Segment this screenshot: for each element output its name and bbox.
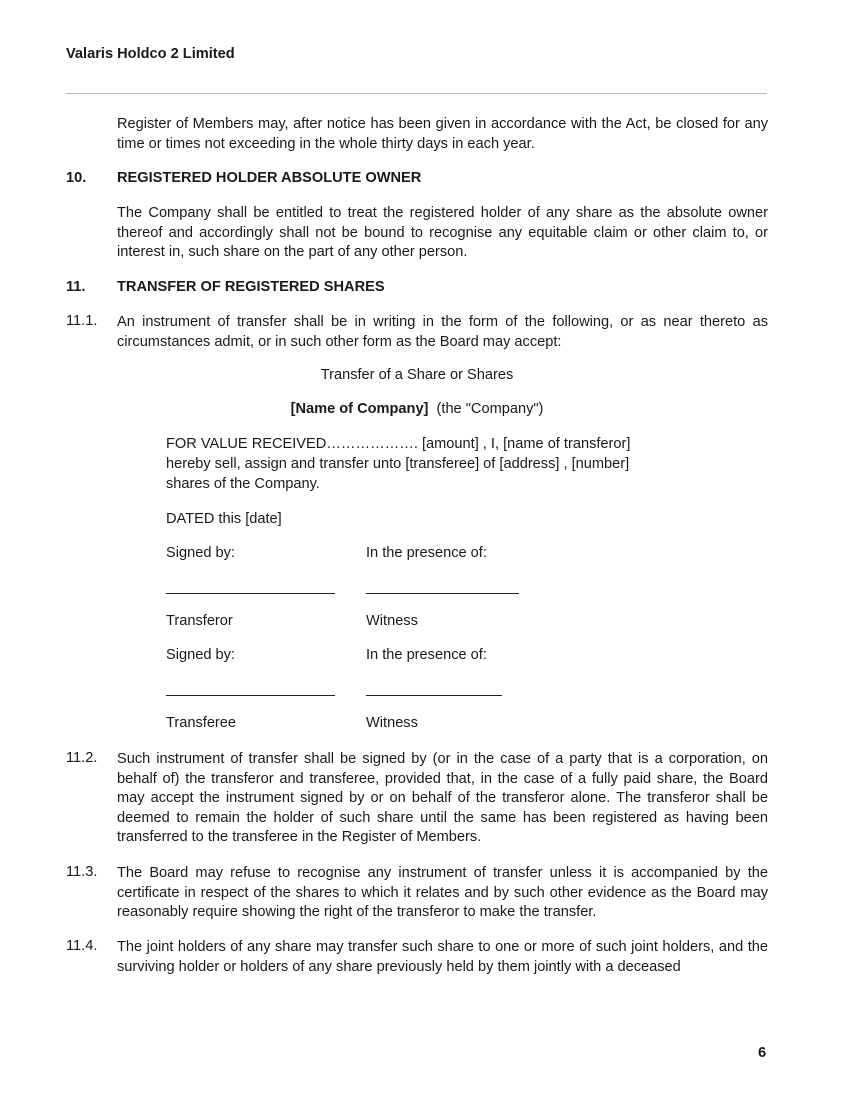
section-10-number: 10.	[66, 170, 87, 186]
form-presence-2: In the presence of:	[366, 647, 487, 663]
form-presence-1: In the presence of:	[366, 545, 487, 561]
form-witness-1-label: Witness	[366, 613, 418, 629]
form-body-line-1: FOR VALUE RECEIVED………………. [amount] , I, [name of transferor]	[166, 436, 631, 452]
clause-11-4-text: The joint holders of any share may transfer such share to one or more of such joint holders, and the surviving holder or holders of any share previously held by them jointly with a deceased	[117, 939, 768, 975]
clause-11-3-number: 11.3.	[66, 864, 98, 880]
document-header-title: Valaris Holdco 2 Limited	[66, 46, 235, 62]
clause-11-2-text: Such instrument of transfer shall be signed by (or in the case of a party that is a corporation, on behalf of) the transferor and transferee, provided that, in the case of a fully paid share, the Board may accept the instrument signed by or on behalf of the transferor alone. The transferor shall be deemed to remain the holder of such share until the same has been registered as having been transferred to the transferee in the Register of Members.	[117, 751, 768, 845]
witness-1-signature-line	[366, 593, 519, 594]
clause-11-1-text: An instrument of transfer shall be in writing in the form of the following, or as near thereto as circumstances admit, or in such other form as the Board may accept:	[117, 314, 768, 350]
form-signed-by-2: Signed by:	[166, 647, 235, 663]
form-company-line	[117, 401, 717, 417]
form-company-name: [Name of Company]	[290, 401, 429, 417]
transferee-signature-line	[166, 695, 335, 696]
form-witness-2-label: Witness	[366, 715, 418, 731]
intro-paragraph: Register of Members may, after notice has been given in accordance with the Act, be closed for any time or times not exceeding in the whole thirty days in each year.	[117, 116, 768, 152]
section-10-heading: REGISTERED HOLDER ABSOLUTE OWNER	[117, 170, 422, 186]
clause-11-4-number: 11.4.	[66, 938, 98, 954]
transferor-signature-line	[166, 593, 335, 594]
form-signed-by-1: Signed by:	[166, 545, 235, 561]
form-body-line-3: shares of the Company.	[166, 476, 320, 492]
clause-11-3-text: The Board may refuse to recognise any instrument of transfer unless it is accompanied by the certificate in respect of the shares to which it relates and by such other evidence as the Board may reasonably require showing the right of the transferor to make the transfer.	[117, 865, 768, 920]
witness-2-signature-line	[366, 695, 502, 696]
page-number: 6	[758, 1045, 767, 1061]
form-transferee-label: Transferee	[166, 715, 237, 731]
section-10-text: The Company shall be entitled to treat the registered holder of any share as the absolute owner thereof and accordingly shall not be bound to recognise any equitable claim or other claim to, or interest in, such share on the part of any other person.	[117, 205, 768, 260]
form-dated: DATED this [date]	[166, 511, 282, 527]
clause-11-1-number: 11.1.	[66, 313, 98, 329]
section-11-number: 11.	[66, 279, 86, 295]
header-divider	[66, 93, 767, 94]
section-11-heading: TRANSFER OF REGISTERED SHARES	[117, 279, 385, 295]
form-transferor-label: Transferor	[166, 613, 233, 629]
clause-11-2-number: 11.2.	[66, 750, 98, 766]
form-title: Transfer of a Share or Shares	[320, 367, 514, 383]
form-body-line-2: hereby sell, assign and transfer unto [transferee] of [address] , [number]	[166, 456, 630, 472]
form-company-definition: (the "Company")	[436, 401, 544, 417]
